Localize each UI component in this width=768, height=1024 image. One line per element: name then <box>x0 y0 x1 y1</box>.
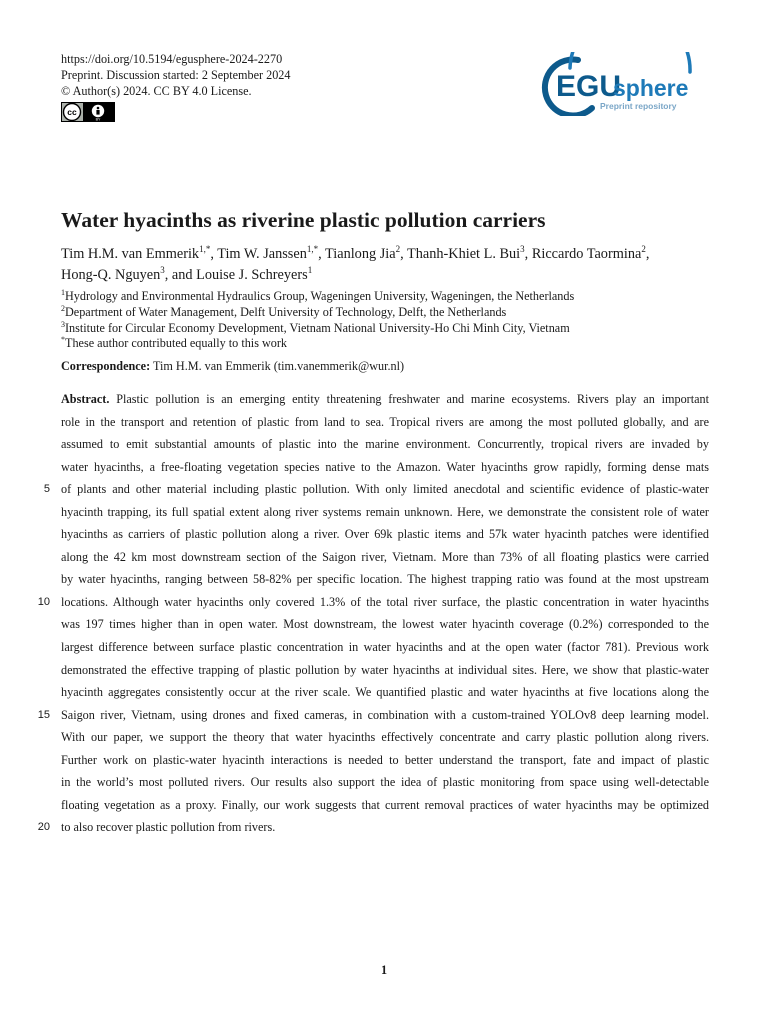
author-name: Riccardo Taormina <box>531 246 642 262</box>
abstract-line <box>61 433 709 456</box>
line-number <box>30 659 50 682</box>
correspondence <box>61 359 404 374</box>
line-number <box>30 411 50 434</box>
abstract-line <box>61 704 709 727</box>
affiliation-text: Hydrology and Environmental Hydraulics Group, Wageningen University, Wageningen, the Netherlands <box>65 289 575 303</box>
affiliation-item <box>61 305 574 321</box>
abstract-line <box>61 726 709 749</box>
line-number <box>30 433 50 456</box>
svg-text:cc: cc <box>67 107 77 118</box>
abstract-line <box>61 388 709 411</box>
author-affiliation-mark: 2 <box>395 244 401 254</box>
line-number <box>30 749 50 772</box>
author-affiliation-mark: 3 <box>160 265 165 275</box>
abstract-line-text: With our paper, we support the theory that water hyacinths effectively concentrate and carry plastic pollution along rivers. <box>61 730 709 745</box>
abstract-line-text: assumed to emit substantial amounts of plastic into the marine environment. Concurrently, tropical rivers are invaded by <box>61 437 709 452</box>
cc-by-license-icon[interactable] <box>61 102 115 122</box>
line-number: 10 <box>37 595 50 608</box>
affiliation-text: These author contributed equally to this work <box>65 336 288 351</box>
line-number <box>30 568 50 591</box>
paper-title: Water hyacinths as riverine plastic pollution carriers <box>61 208 546 232</box>
preprint-date: Preprint. Discussion started: 2 September 2024 <box>61 68 291 82</box>
author-affiliation-mark: 1,* <box>199 244 211 254</box>
author-separator: , <box>524 246 532 262</box>
abstract-line <box>61 478 709 501</box>
abstract-line <box>61 591 709 614</box>
author-name: Tianlong Jia <box>325 246 396 262</box>
abstract-line <box>61 568 709 591</box>
abstract-line-text: locations. Although water hyacinths only covered 1.3% of the total river surface, the plastic concentration in water hyacinths <box>61 594 709 609</box>
abstract-line-text: Saigon river, Vietnam, using drones and fixed cameras, in combination with a custom-trained YOLOv8 deep learning model. <box>61 707 709 722</box>
line-number <box>30 523 50 546</box>
abstract <box>61 388 709 839</box>
author-separator: , <box>645 246 650 262</box>
abstract-line-text: in the world’s most polluted rivers. Our results also support the idea of plastic monitoring from space using well-detectable <box>61 775 709 790</box>
abstract-line <box>61 523 709 546</box>
abstract-line <box>61 411 709 434</box>
affiliation-text: Department of Water Management, Delft University of Technology, Delft, the Netherlands <box>65 304 507 319</box>
abstract-line <box>61 456 709 479</box>
affiliations <box>61 289 574 352</box>
copyright-notice: © Author(s) 2024. CC BY 4.0 License. <box>61 84 252 98</box>
line-number <box>30 613 50 636</box>
author-affiliation-mark: 1,* <box>306 244 319 254</box>
abstract-line-text: hyacinth trapping, its full spatial extent along river systems remain unknown. Here, we demonstrate the consistent role of water <box>61 504 709 519</box>
abstract-line-text: hyacinths as carriers of plastic pollution along a river. Over 69k plastic items and 57k water hyacinth patches were identified <box>61 527 709 542</box>
abstract-line-text: along the 42 km most downstream section of the Saigon river, Vietnam. More than 73% of all floating plastics were carried <box>61 549 709 564</box>
author-name: Louise J. Schreyers <box>196 267 308 283</box>
author-list <box>61 244 721 286</box>
line-number: 5 <box>43 483 50 496</box>
author-affiliation-mark: 3 <box>520 244 525 254</box>
logo-subtitle: Preprint repository <box>600 101 677 111</box>
author-separator: , <box>318 246 326 262</box>
line-number <box>30 681 50 704</box>
abstract-line <box>61 613 709 636</box>
author-name: Tim H.M. van Emmerik <box>61 246 200 262</box>
affiliation-item <box>61 336 574 352</box>
affiliation-item <box>61 321 574 337</box>
affiliation-mark: 3 <box>61 319 65 329</box>
line-number <box>30 726 50 749</box>
author-name: Thanh-Khiet L. Bui <box>406 246 521 262</box>
abstract-line-text: demonstrated the effective trapping of plastic pollution by water hyacinths at individual sites. Here, we show that plastic-water <box>61 662 709 677</box>
abstract-line-text: Plastic pollution is an emerging entity threatening freshwater and marine ecosystems. Rivers play an important <box>109 392 709 406</box>
line-number <box>30 546 50 569</box>
abstract-line-text: largest difference between surface plastic concentration in water hyacinths and at the open water (factor 781). Previous work <box>61 640 709 655</box>
abstract-line <box>61 546 709 569</box>
abstract-line <box>61 749 709 772</box>
abstract-line <box>61 659 709 682</box>
abstract-line <box>61 771 709 794</box>
line-number <box>30 636 50 659</box>
author-name: Hong-Q. Nguyen <box>61 267 161 283</box>
abstract-line <box>61 501 709 524</box>
abstract-line-text: floating vegetation as a proxy. Finally, our work suggests that current removal practices of water hyacinths may be optimized <box>61 797 709 812</box>
author-name: Tim W. Janssen <box>217 246 307 262</box>
line-number <box>30 794 50 817</box>
logo-egu-text: EGU <box>556 70 622 103</box>
abstract-line-text: hyacinth aggregates consistently occur at the river scale. We quantified plastic and water hyacinths at five locations along the <box>61 685 709 700</box>
header-info <box>61 51 291 99</box>
abstract-line <box>61 816 709 839</box>
abstract-line-text: was 197 times higher than in open water. Most downstream, the lowest water hyacinth coverage (0.2%) corresponded to the <box>61 617 709 632</box>
author-affiliation-mark: 1 <box>307 265 313 275</box>
abstract-line <box>61 681 709 704</box>
line-number <box>30 771 50 794</box>
author-separator: , and <box>164 267 197 283</box>
egusphere-logo[interactable] <box>540 52 710 116</box>
abstract-line <box>61 636 709 659</box>
abstract-line-text: Further work on plastic-water hyacinth interactions is needed to better understand the transport, fate and impact of plastic <box>61 752 709 767</box>
line-number <box>30 456 50 479</box>
abstract-line-text: to also recover plastic pollution from rivers. <box>61 820 276 835</box>
affiliation-mark: 2 <box>61 303 65 313</box>
line-number <box>30 388 50 411</box>
affiliation-item <box>61 289 574 305</box>
abstract-label: Abstract. <box>61 392 110 406</box>
line-numbers <box>30 388 50 839</box>
line-number: 15 <box>37 708 50 721</box>
line-number <box>30 501 50 524</box>
abstract-line-text: role in the transport and retention of plastic from land to sea. Tropical rivers are among the most polluted globally, and are <box>61 414 709 429</box>
affiliation-mark: * <box>61 335 65 345</box>
abstract-line <box>61 794 709 817</box>
author-affiliation-mark: 2 <box>641 244 646 254</box>
author-separator: , <box>400 246 407 262</box>
page-number: 1 <box>380 963 388 977</box>
abstract-line-text: water hyacinths, a free-floating vegetation species native to the Amazon. Water hyacinths grow rapidly, forming dense mats <box>61 459 709 474</box>
author-separator: , <box>210 246 218 262</box>
line-number: 20 <box>37 821 50 834</box>
logo-sphere-text: sphere <box>613 75 689 101</box>
doi-link[interactable]: https://doi.org/10.5194/egusphere-2024-2270 <box>61 52 283 66</box>
correspondence-label: Correspondence: <box>61 359 151 373</box>
abstract-line-text: of plants and other material including plastic pollution. With only limited anecdotal and scientific evidence of plastic-water <box>61 482 709 497</box>
svg-text:BY: BY <box>95 117 101 122</box>
affiliation-mark: 1 <box>61 288 65 297</box>
affiliation-text: Institute for Circular Economy Development, Vietnam National University-Ho Chi Minh City, Vietnam <box>65 320 570 335</box>
correspondence-text: Tim H.M. van Emmerik (tim.vanemmerik@wur.nl) <box>150 359 405 373</box>
abstract-line-text: by water hyacinths, ranging between 58-82% per specific location. The highest trapping ratio was found at the most upstream <box>61 572 709 587</box>
